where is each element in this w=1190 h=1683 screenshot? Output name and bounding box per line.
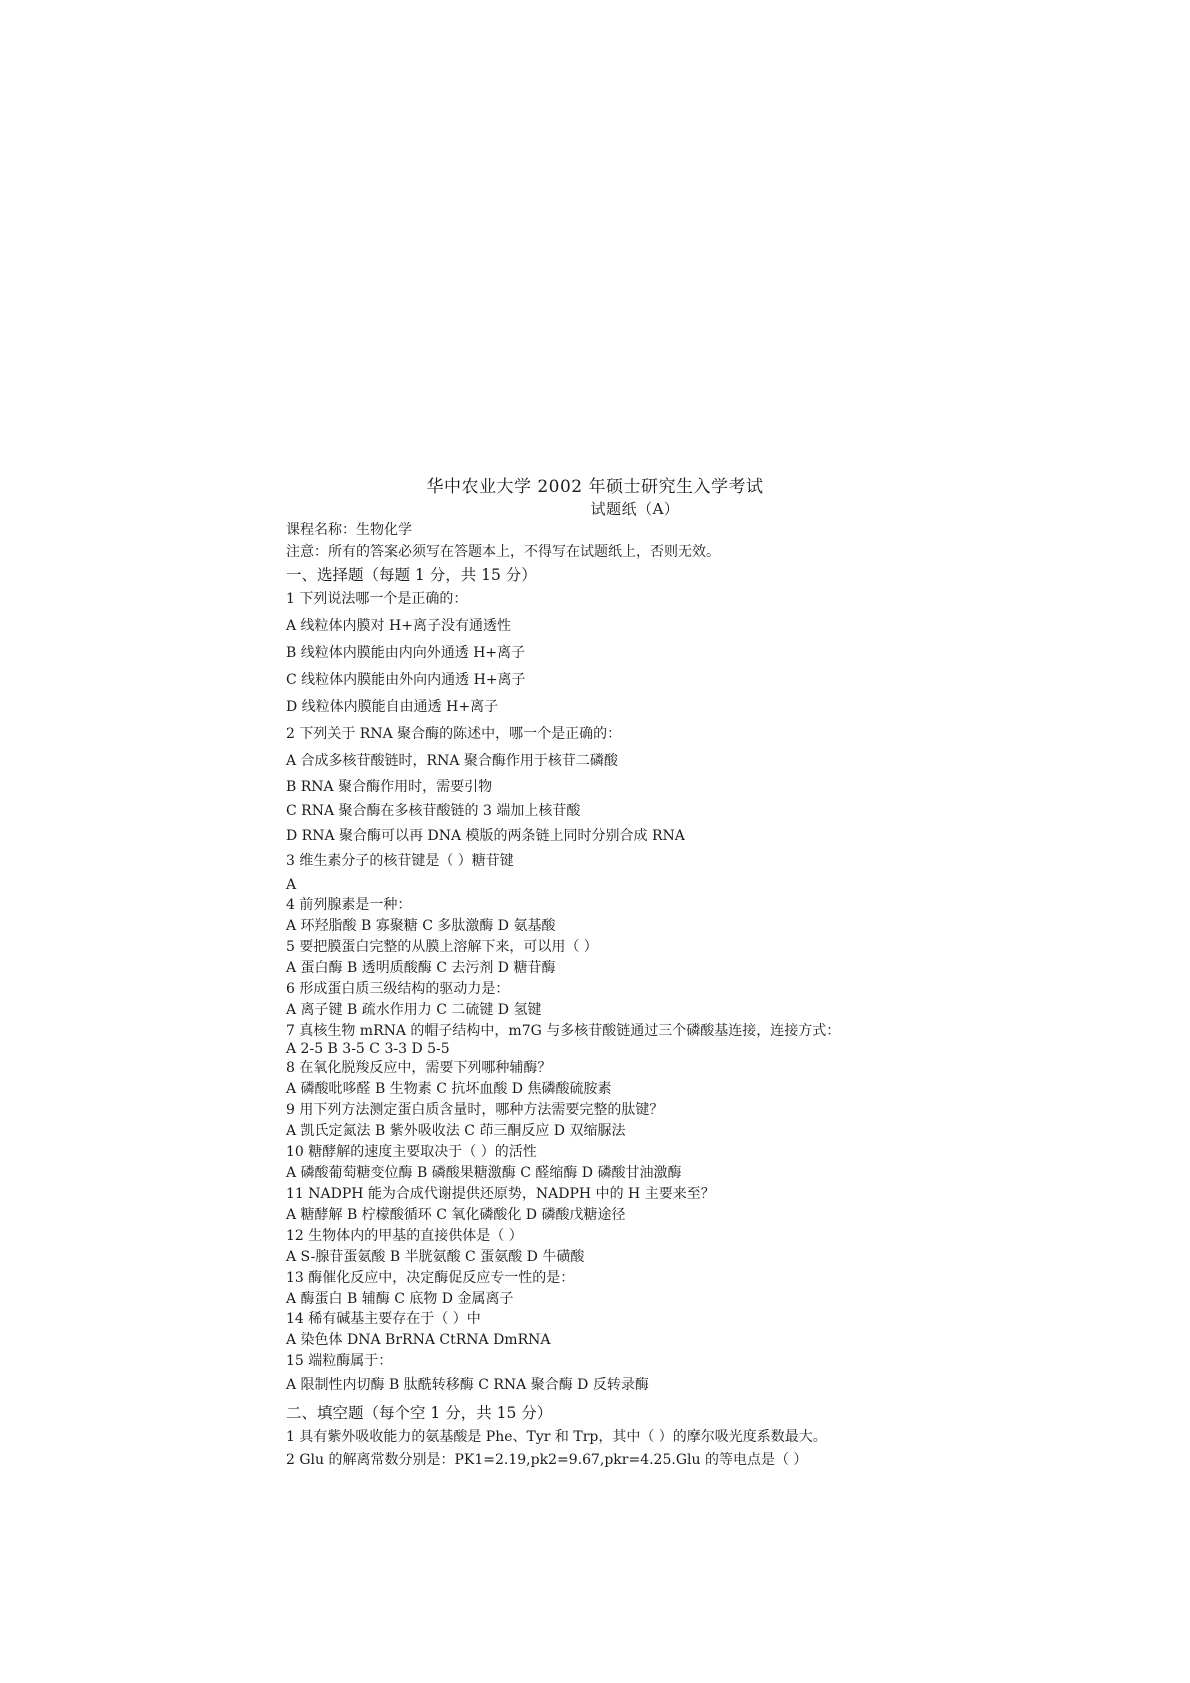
question-line: 6 形成蛋白质三级结构的驱动力是：: [286, 981, 510, 997]
question-line: 7 真核生物 mRNA 的帽子结构中，m7G 与多核苷酸链通过三个磷酸基连接，连接方式：: [286, 1023, 841, 1039]
option-line: A 线粒体内膜对 H+离子没有通透性: [286, 618, 511, 634]
option-line: B 线粒体内膜能由内向外通透 H+离子: [286, 645, 526, 661]
question-line: 13 酶催化反应中，决定酶促反应专一性的是：: [286, 1270, 575, 1286]
fill-question-line: 1 具有紫外吸收能力的氨基酸是 Phe、Tyr 和 Trp，其中（ ）的摩尔吸光度系数最大。: [286, 1429, 827, 1445]
question-line: 11 NADPH 能为合成代谢提供还原势，NADPH 中的 H 主要来至？: [286, 1186, 715, 1202]
option-line: A: [286, 877, 297, 893]
question-line: 9 用下列方法测定蛋白质含量时，哪种方法需要完整的肽键？: [286, 1102, 664, 1118]
question-line: 10 糖酵解的速度主要取决于（ ）的活性: [286, 1144, 537, 1160]
option-line: A 磷酸葡萄糖变位酶 B 磷酸果糖激酶 C 醛缩酶 D 磷酸甘油激酶: [286, 1165, 682, 1181]
option-line: A 环羟脂酸 B 寡聚糖 C 多肽激酶 D 氨基酸: [286, 918, 556, 934]
question-line: 2 下列关于 RNA 聚合酶的陈述中，哪一个是正确的：: [286, 726, 622, 742]
option-line: A 2-5 B 3-5 C 3-3 D 5-5: [286, 1041, 450, 1057]
question-line: 15 端粒酶属于：: [286, 1353, 393, 1369]
option-line: A 离子键 B 疏水作用力 C 二硫键 D 氢键: [286, 1002, 542, 1018]
question-line: 8 在氧化脱羧反应中，需要下列哪种辅酶？: [286, 1060, 552, 1076]
question-line: 14 稀有碱基主要存在于（ ）中: [286, 1311, 481, 1327]
option-line: A 合成多核苷酸链时，RNA 聚合酶作用于核苷二磷酸: [286, 753, 618, 769]
option-line: C 线粒体内膜能由外向内通透 H+离子: [286, 672, 526, 688]
exam-subtitle: 试题纸（A）: [590, 500, 680, 518]
section1-heading: 一、选择题（每题 1 分，共 15 分）: [286, 566, 537, 584]
option-line: A 染色体 DNA BrRNA CtRNA DmRNA: [286, 1332, 551, 1348]
question-line: 3 维生素分子的核苷键是（ ）糖苷键: [286, 853, 514, 869]
question-line: 1 下列说法哪一个是正确的：: [286, 591, 468, 607]
section2-heading: 二、填空题（每个空 1 分，共 15 分）: [286, 1404, 553, 1422]
option-line: A 磷酸吡哆醛 B 生物素 C 抗坏血酸 D 焦磷酸硫胺素: [286, 1081, 612, 1097]
option-line: D 线粒体内膜能自由通透 H+离子: [286, 699, 499, 715]
option-line: A 糖酵解 B 柠檬酸循环 C 氧化磷酸化 D 磷酸戊糖途径: [286, 1207, 626, 1223]
option-line: D RNA 聚合酶可以再 DNA 模版的两条链上同时分别合成 RNA: [286, 828, 685, 844]
option-line: C RNA 聚合酶在多核苷酸链的 3 端加上核苷酸: [286, 803, 581, 819]
option-line: A 凯氏定氮法 B 紫外吸收法 C 茚三酮反应 D 双缩脲法: [286, 1123, 626, 1139]
option-line: A 限制性内切酶 B 肽酰转移酶 C RNA 聚合酶 D 反转录酶: [286, 1377, 649, 1393]
notice: 注意：所有的答案必须写在答题本上，不得写在试题纸上，否则无效。: [286, 544, 720, 560]
question-line: 12 生物体内的甲基的直接供体是（ ）: [286, 1228, 523, 1244]
exam-title: 华中农业大学 2002 年硕士研究生入学考试: [426, 477, 764, 497]
option-line: A S-腺苷蛋氨酸 B 半胱氨酸 C 蛋氨酸 D 牛磺酸: [286, 1249, 585, 1265]
question-line: 5 要把膜蛋白完整的从膜上溶解下来，可以用（ ）: [286, 939, 598, 955]
course-name: 课程名称：生物化学: [286, 522, 412, 538]
option-line: A 酶蛋白 B 辅酶 C 底物 D 金属离子: [286, 1291, 514, 1307]
fill-question-line: 2 Glu 的解离常数分别是：PK1=2.19,pk2=9.67,pkr=4.25.Glu 的等电点是（ ）: [286, 1452, 808, 1468]
question-line: 4 前列腺素是一种：: [286, 897, 412, 913]
option-line: A 蛋白酶 B 透明质酸酶 C 去污剂 D 糖苷酶: [286, 960, 556, 976]
option-line: B RNA 聚合酶作用时，需要引物: [286, 779, 493, 795]
